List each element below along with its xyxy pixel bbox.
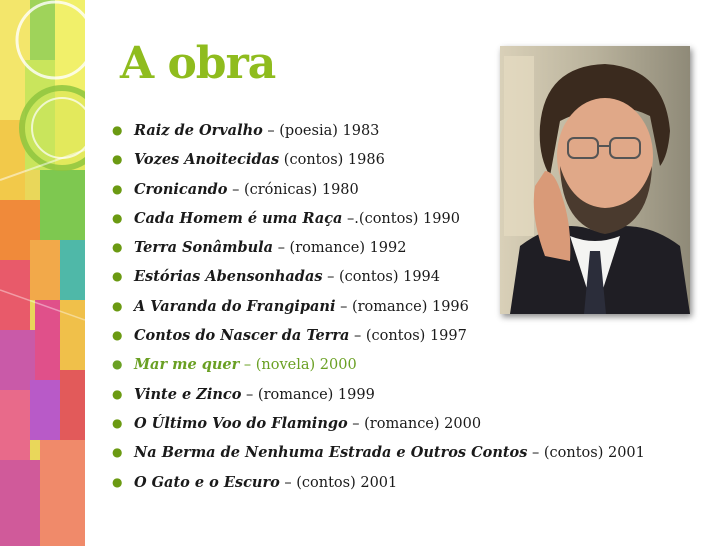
- slide-title: A obra: [120, 38, 276, 89]
- work-detail: – (romance) 1999: [241, 386, 375, 403]
- work-detail: – (contos) 1994: [322, 269, 440, 286]
- work-detail: –.(contos) 1990: [342, 210, 460, 227]
- bullet-icon: ●: [112, 357, 123, 372]
- work-title: A Varanda do Frangipani: [134, 297, 336, 315]
- bullet-icon: ●: [112, 298, 123, 313]
- work-title: Vinte e Zinco: [134, 385, 242, 403]
- work-title: Cronicando: [134, 180, 228, 198]
- work-detail: (contos) 1986: [279, 152, 385, 169]
- work-detail: – (romance) 1992: [273, 240, 407, 257]
- list-item: [108, 350, 645, 379]
- bullet-icon: ●: [112, 269, 123, 284]
- work-title: Na Berma de Nenhuma Estrada e Outros Contos: [134, 444, 528, 462]
- bullet-icon: ●: [112, 181, 123, 196]
- list-item: [108, 321, 645, 350]
- work-title: Cada Homem é uma Raça: [134, 209, 343, 227]
- work-detail: – (romance) 1996: [335, 298, 469, 315]
- list-item: [108, 175, 645, 204]
- bullet-icon: ●: [112, 152, 123, 167]
- bullet-icon: ●: [112, 328, 123, 343]
- work-detail: – (crónicas) 1980: [227, 181, 359, 198]
- list-item: [108, 409, 645, 438]
- list-item: [108, 204, 645, 233]
- work-detail: – (poesia) 1983: [262, 123, 380, 139]
- works-list: [108, 116, 645, 497]
- work-title: Contos do Nascer da Terra: [134, 327, 350, 345]
- work-title: Raiz de Orvalho: [134, 122, 263, 139]
- work-title: Terra Sonâmbula: [134, 239, 274, 257]
- work-title: O Gato e o Escuro: [134, 473, 280, 491]
- bullet-icon: ●: [112, 474, 123, 489]
- list-item: [108, 438, 645, 467]
- bullet-icon: ●: [112, 240, 123, 255]
- bullet-icon: ●: [112, 123, 123, 137]
- work-detail: – (romance) 2000: [347, 415, 482, 432]
- bullet-icon: ●: [112, 415, 123, 430]
- work-detail: – (contos) 2001: [279, 474, 398, 491]
- list-item: [108, 380, 645, 409]
- bullet-icon: ●: [112, 386, 123, 401]
- list-item: [108, 233, 645, 262]
- work-title: Estórias Abensonhadas: [134, 268, 323, 286]
- list-item: [108, 116, 645, 145]
- list-item: [108, 145, 645, 174]
- work-detail: – (contos) 2001: [527, 445, 645, 462]
- bullet-icon: ●: [112, 210, 123, 225]
- work-detail: – (contos) 1997: [349, 328, 467, 345]
- work-title: Vozes Anoitecidas: [134, 151, 280, 169]
- decorative-side-strip: [0, 0, 85, 546]
- list-item: [108, 292, 645, 321]
- bullet-icon: ●: [112, 445, 123, 460]
- work-title: O Último Voo do Flamingo: [134, 414, 348, 432]
- list-item: [108, 262, 645, 291]
- list-item: [108, 468, 645, 497]
- work-title: Mar me quer: [134, 356, 240, 374]
- work-detail: – (novela) 2000: [239, 357, 357, 374]
